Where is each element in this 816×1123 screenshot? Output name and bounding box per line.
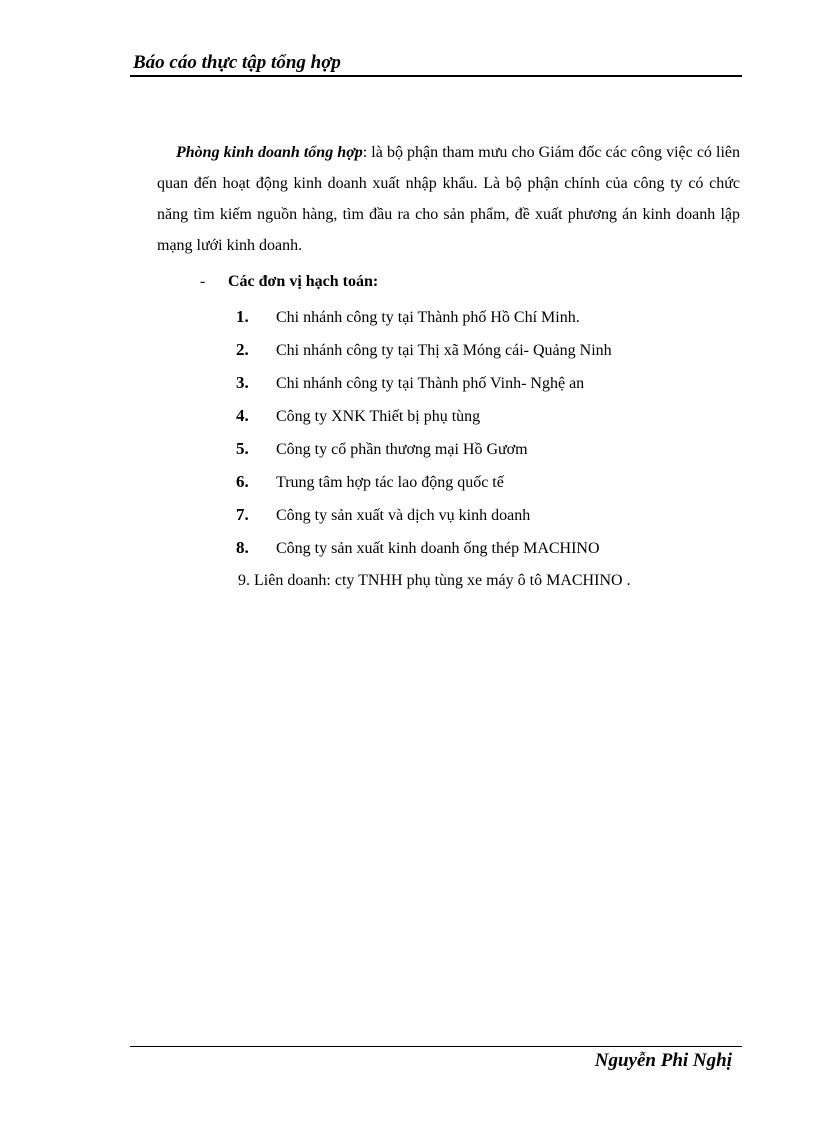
list-item-number: 5. xyxy=(236,439,249,458)
list-item-number: 8. xyxy=(236,538,249,557)
intro-paragraph xyxy=(157,137,740,261)
list-item-text: Trung tâm hợp tác lao động quốc tế xyxy=(276,474,504,491)
list-item xyxy=(236,435,612,468)
page-header-title: Báo cáo thực tập tổng hợp xyxy=(133,52,341,73)
section-heading-text: Các đơn vị hạch toán: xyxy=(228,273,379,290)
list-item xyxy=(236,534,612,567)
footer-divider xyxy=(130,1046,742,1047)
list-item-number: 7. xyxy=(236,505,249,524)
list-item xyxy=(236,303,612,336)
list-item xyxy=(236,336,612,369)
paragraph-lead: Phòng kinh doanh tổng hợp xyxy=(176,144,363,161)
footer-author: Nguyễn Phi Nghị xyxy=(594,1050,732,1071)
list-item-text: Công ty sản xuất và dịch vụ kinh doanh xyxy=(276,507,531,524)
list-item xyxy=(236,501,612,534)
units-list xyxy=(236,303,612,567)
list-item xyxy=(236,369,612,402)
list-item-text: Công ty sản xuất kinh doanh ống thép MACHINO xyxy=(276,540,600,557)
list-item-number: 3. xyxy=(236,373,249,392)
section-heading xyxy=(200,270,378,294)
list-item-text: Công ty XNK Thiết bị phụ tùng xyxy=(276,408,481,425)
list-item-text: Công ty cổ phần thương mại Hồ Gươm xyxy=(276,441,528,458)
list-item-number: 4. xyxy=(236,406,249,425)
list-item-joint-venture: 9. Liên doanh: cty TNHH phụ tùng xe máy ô tô MACHINO . xyxy=(238,572,631,589)
list-item-text: Chi nhánh công ty tại Thị xã Móng cái- Quảng Ninh xyxy=(276,342,612,359)
list-item-text: Chi nhánh công ty tại Thành phố Vinh- Nghệ an xyxy=(276,375,585,392)
list-item-number: 2. xyxy=(236,340,249,359)
bullet-dash: - xyxy=(200,273,206,290)
paragraph-body: : là bộ phận tham mưu cho Giám đốc các công việc có liên quan đến hoạt động kinh doanh xuất nhập khẩu. Là bộ phận chính của công ty có chức năng tìm kiếm nguồn hàng, tìm đầu ra cho sản phẩm, đề xuất phương án kinh doanh lập mạng lưới kinh doanh. xyxy=(157,144,740,254)
list-item-number: 1. xyxy=(236,307,249,326)
list-item xyxy=(236,402,612,435)
header-divider xyxy=(130,75,742,77)
list-item-number: 6. xyxy=(236,472,249,491)
list-item-text: Chi nhánh công ty tại Thành phố Hồ Chí Minh. xyxy=(276,309,580,326)
list-item xyxy=(236,468,612,501)
